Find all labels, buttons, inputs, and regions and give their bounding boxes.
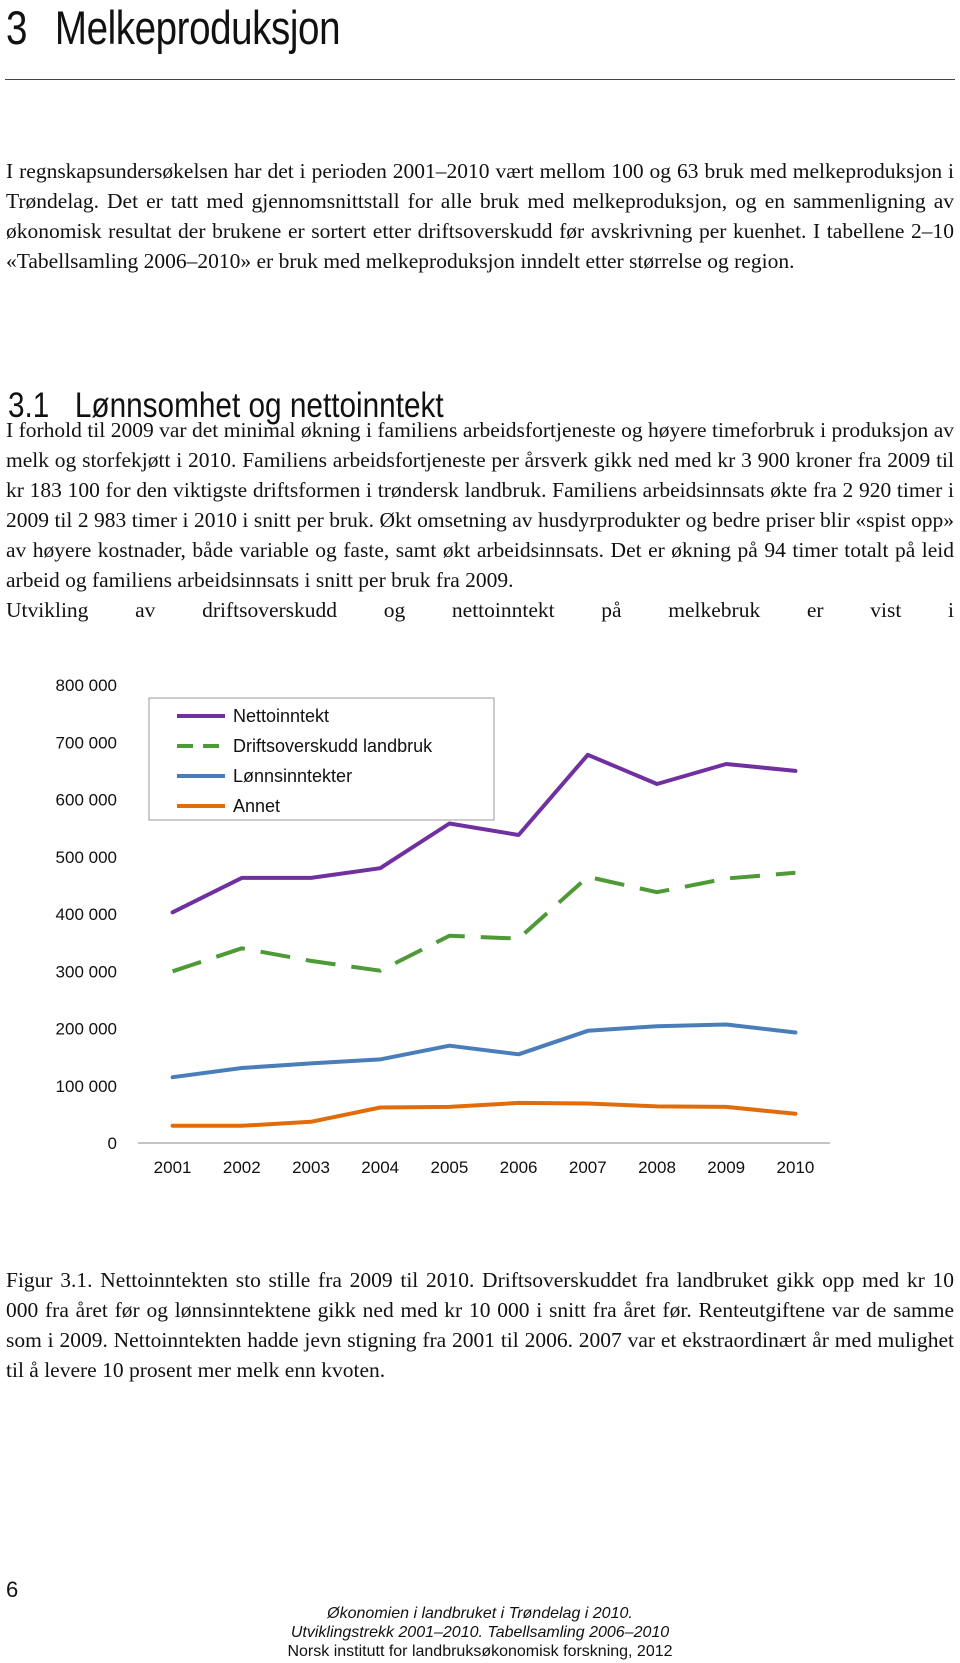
y-tick-label: 100 000 xyxy=(55,1076,117,1096)
section-number: 3.1 xyxy=(8,386,50,425)
x-tick-label: 2004 xyxy=(361,1158,400,1177)
y-tick-label: 700 000 xyxy=(55,733,117,753)
chart-legend xyxy=(149,698,494,820)
legend-label: Annet xyxy=(233,796,281,816)
series-line-4 xyxy=(173,1103,796,1126)
y-tick-label: 600 000 xyxy=(55,790,117,810)
section-paragraph-tail: Utvikling av driftsoverskudd og nettoinntekt på melkebruk er vist i xyxy=(6,598,954,622)
page-footer xyxy=(0,1604,960,1661)
footer-line-3: Norsk institutt for landbruksøkonomisk forskning, 2012 xyxy=(287,1643,673,1660)
legend-label: Driftsoverskudd landbruk xyxy=(233,736,433,756)
x-tick-label: 2010 xyxy=(776,1158,815,1177)
section-paragraph-body: I forhold til 2009 var det minimal økning i familiens arbeidsfortjeneste og høyere timeforbruk i produksjon av melk og storfekjøtt i 2010. Familiens arbeidsfortjeneste per årsverk gikk ned med kr 3 900 kroner fra 2009 til kr 183 100 for den viktigste driftsformen i trøndersk landbruk. Familiens arbeidsinnsats økte fra 2 920 timer i 2009 til 2 983 timer i 2010 i snitt per bruk. Økt omsetning av husdyrprodukter og bedre priser blir «spist opp» av høyere kostnader, både variable og faste, samt økt arbeidsinnsats. Det er økning på 94 timer totalt på leid arbeid og familiens arbeidsinnsats i snitt per bruk fra 2009. xyxy=(6,418,954,592)
x-tick-label: 2009 xyxy=(707,1158,746,1177)
x-tick-label: 2003 xyxy=(292,1158,330,1177)
x-tick-label: 2001 xyxy=(153,1158,192,1177)
chapter-title xyxy=(6,0,340,55)
footer-line-1: Økonomien i landbruket i Trøndelag i 2010. xyxy=(327,1605,633,1622)
legend-label: Nettoinntekt xyxy=(233,706,330,726)
footer-line-2: Utviklingstrekk 2001–2010. Tabellsamling 2006–2010 xyxy=(290,1624,670,1641)
x-axis-ticks xyxy=(154,1158,815,1177)
y-tick-label: 200 000 xyxy=(55,1019,117,1039)
y-axis-ticks xyxy=(56,676,117,1153)
x-tick-label: 2006 xyxy=(499,1158,538,1177)
y-tick-label: 500 000 xyxy=(55,847,117,867)
figure-caption: Figur 3.1. Nettoinntekten sto stille fra 2009 til 2010. Driftsoverskuddet fra landbruket gikk opp med kr 10 000 fra året før og lønnsinntektene gikk ned med kr 10 000 i snitt fra året før. Renteutgiftene var de samme som i 2009. Nettoinntekten hadde jevn stigning fra 2001 til 2006. 2007 var et ekstraordinært år med mulighet til å levere 10 prosent mer melk enn kvoten. xyxy=(6,1268,954,1382)
intro-paragraph: I regnskapsundersøkelsen har det i perioden 2001–2010 vært mellom 100 og 63 bruk med melkeproduksjon i Trøndelag. Det er tatt med gjennomsnittstall for alle bruk med melkeproduksjon, og en sammenligning av økonomisk resultat der brukene er sortert etter driftsoverskudd før avskrivning per kuenhet. I tabellene 2–10 «Tabellsamling 2006–2010» er bruk med melkeproduksjon inndelt etter størrelse og region. xyxy=(6,159,954,273)
y-tick-label: 800 000 xyxy=(55,676,117,695)
chapter-title-text: Melkeproduksjon xyxy=(54,1,341,54)
x-tick-label: 2007 xyxy=(568,1158,607,1177)
series-line-2 xyxy=(173,873,796,972)
section-paragraph xyxy=(6,415,954,625)
series-line-3 xyxy=(173,1025,796,1078)
chapter-number: 3 xyxy=(6,1,28,54)
legend-label: Lønnsinntekter xyxy=(233,766,353,786)
y-tick-label: 400 000 xyxy=(55,905,117,924)
y-tick-label: 300 000 xyxy=(55,962,117,982)
income-line-chart xyxy=(0,676,960,1215)
x-tick-label: 2005 xyxy=(430,1158,469,1177)
y-tick-label: 0 xyxy=(107,1134,117,1153)
x-tick-label: 2002 xyxy=(222,1158,261,1177)
chapter-divider xyxy=(5,79,955,80)
section-title-text: Lønnsomhet og nettoinntekt xyxy=(74,386,444,425)
page-number: 6 xyxy=(6,1577,19,1602)
x-tick-label: 2008 xyxy=(638,1158,676,1177)
